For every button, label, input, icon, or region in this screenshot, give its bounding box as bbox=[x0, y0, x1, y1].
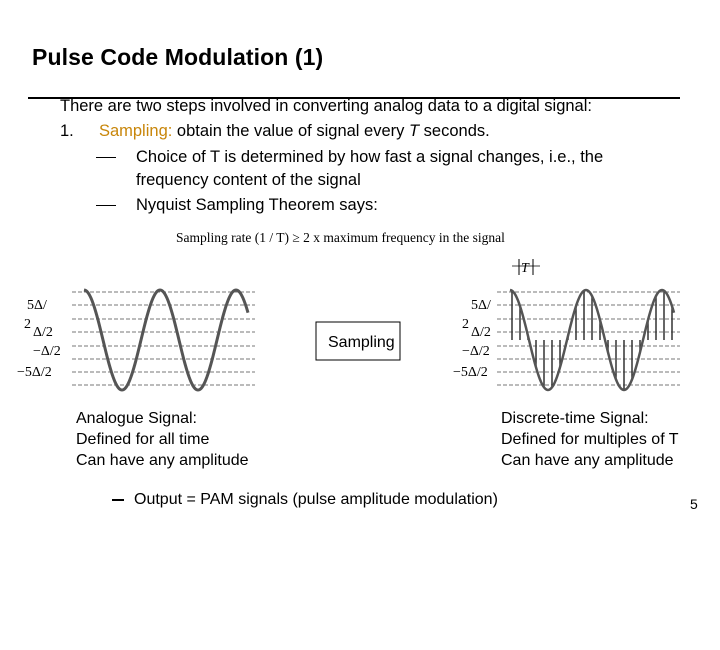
analog-caption-line: Analogue Signal: bbox=[76, 410, 197, 427]
analog-caption-line: Defined for all time bbox=[76, 431, 210, 448]
page-number: 5 bbox=[690, 496, 698, 512]
left-level-label: −Δ/2 bbox=[33, 344, 61, 359]
sub1-line1: Choice of T is determined by how fast a signal changes, i.e., the bbox=[136, 148, 604, 166]
right-level-label: −Δ/2 bbox=[462, 344, 490, 359]
discrete-caption-line: Discrete-time Signal: bbox=[501, 410, 649, 427]
sample-stems bbox=[512, 291, 672, 390]
intro-text: There are two steps involved in converting analog data to a digital signal: bbox=[60, 97, 592, 115]
step-text-a: obtain the value of signal every bbox=[172, 122, 409, 140]
left-level-label: 2 bbox=[24, 317, 31, 332]
step-number: 1. bbox=[60, 122, 74, 140]
slide-title: Pulse Code Modulation (1) bbox=[32, 44, 324, 70]
output-line bbox=[112, 488, 498, 512]
left-level-label: −5Δ/2 bbox=[17, 365, 52, 380]
period-label: T bbox=[521, 261, 529, 276]
analog-caption bbox=[76, 408, 249, 471]
right-level-label: Δ/2 bbox=[471, 325, 491, 340]
discrete-caption-line: Can have any amplitude bbox=[501, 452, 674, 469]
step-text-b: seconds. bbox=[419, 122, 490, 140]
right-level-label: −5Δ/2 bbox=[453, 365, 488, 380]
nyquist-formula: Sampling rate (1 / T) ≥ 2 x maximum frequency in the signal bbox=[176, 230, 505, 245]
step-term: Sampling: bbox=[98, 122, 173, 140]
step-1 bbox=[60, 119, 490, 143]
analog-caption-line: Can have any amplitude bbox=[76, 452, 249, 469]
right-level-label: 5Δ/ bbox=[471, 298, 491, 313]
sub-bullet-1 bbox=[96, 145, 603, 169]
sub2-text: Nyquist Sampling Theorem says: bbox=[136, 196, 378, 214]
output-text: Output = PAM signals (pulse amplitude modulation) bbox=[134, 491, 498, 508]
sub-bullet-2 bbox=[96, 193, 378, 217]
left-level-label: 5Δ/ bbox=[27, 298, 47, 313]
sampling-label: Sampling bbox=[328, 334, 395, 351]
discrete-caption bbox=[501, 408, 679, 471]
dash-bullet bbox=[112, 499, 124, 501]
dash-bullet bbox=[96, 157, 116, 158]
right-level-label: 2 bbox=[462, 317, 469, 332]
discrete-caption-line: Defined for multiples of T bbox=[501, 431, 679, 448]
sub1-line2: frequency content of the signal bbox=[136, 171, 361, 189]
dash-bullet bbox=[96, 205, 116, 206]
step-T: T bbox=[408, 122, 420, 140]
left-level-label: Δ/2 bbox=[33, 325, 53, 340]
